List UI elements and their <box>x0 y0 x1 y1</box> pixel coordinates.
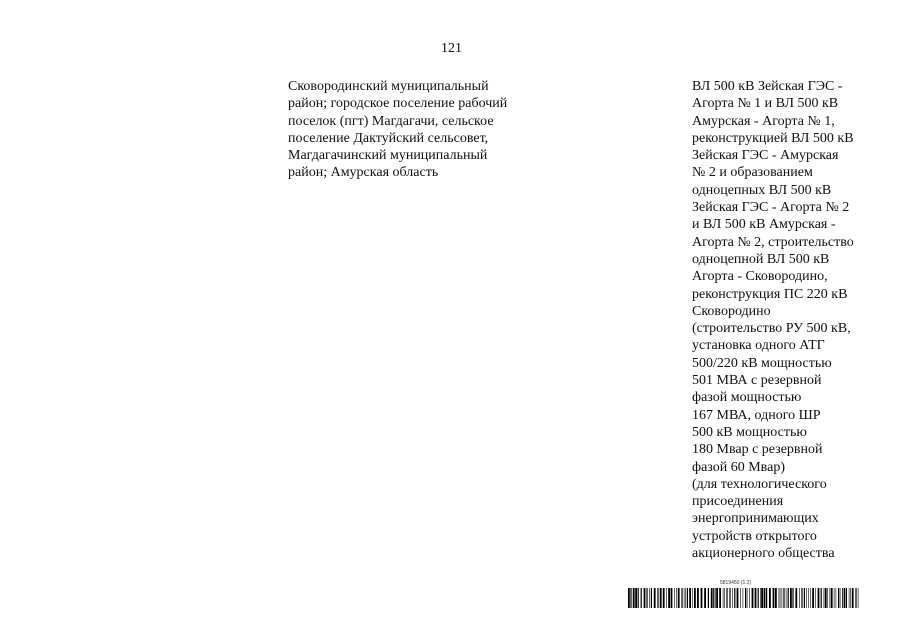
barcode-bar <box>684 588 685 608</box>
barcode-bar <box>628 588 630 608</box>
barcode-bar <box>646 588 647 608</box>
barcode-bar <box>830 588 831 608</box>
barcode-bar <box>660 588 662 608</box>
barcode-bar <box>842 588 843 608</box>
barcode-bar <box>788 588 789 608</box>
barcode-bar <box>795 588 797 608</box>
barcode-bar <box>810 588 811 608</box>
barcode-bar <box>840 588 841 608</box>
barcode-bar <box>804 588 805 608</box>
barcode-bar <box>831 588 833 608</box>
barcode-bar <box>723 588 724 608</box>
barcode-bar <box>844 588 845 608</box>
barcode-bar <box>792 588 793 608</box>
location-text: Сковородинский муниципальный район; городское поселение рабочий поселок (пгт) Магдагачи, сельское поселение Дактуйский сельсовет, Магдагачинский муниципальный район; Амурская область <box>288 79 508 181</box>
barcode-bar <box>701 588 703 608</box>
barcode-bar <box>834 588 835 608</box>
barcode-bar <box>641 588 642 608</box>
barcode-bar <box>678 588 680 608</box>
barcode-bar <box>724 588 725 608</box>
barcode-bar <box>749 588 750 608</box>
barcode-bar <box>651 588 652 608</box>
barcode-bar <box>663 588 665 608</box>
barcode-bar <box>755 588 757 608</box>
barcode-bar <box>858 588 859 608</box>
project-description-text: ВЛ 500 кВ Зейская ГЭС - Агорта № 1 и ВЛ 500 кВ Амурская - Агорта № 1, реконструкцией ВЛ 500 кВ Зейская ГЭС - Амурская № 2 и образованием одноцепных ВЛ 500 кВ Зейская ГЭС - Агорта № 2 и ВЛ 500 кВ Амурская - Агорта № 2, строительство одноцепной ВЛ 500 кВ Агорта - Сковородино, реконструкция ПС 220 кВ Сковородино (строительство РУ 500 кВ, установка одного АТГ 500/220 кВ мощностью 501 МВА с резервной фазой мощностью 167 МВА, одного ШР 500 кВ мощностью 180 Мвар с резервной фазой 60 Мвар) (для технологического присоединения энергопринимающих устройств открытого акционерного общества <box>692 79 854 562</box>
barcode-bar <box>740 588 741 608</box>
barcode-bar <box>671 588 673 608</box>
barcode-bar <box>760 588 761 608</box>
barcode-bar <box>685 588 686 608</box>
barcode-bar <box>775 588 777 608</box>
barcode-bar <box>812 588 814 608</box>
barcode-bar <box>681 588 682 608</box>
barcode-bar <box>666 588 667 608</box>
barcode-bar <box>806 588 807 608</box>
barcode-bar <box>808 588 809 608</box>
barcode-bar <box>815 588 816 608</box>
barcode-caption: 5819450 (1.2) <box>720 580 752 586</box>
barcode-bar <box>668 588 670 608</box>
barcode-bar <box>818 588 820 608</box>
barcode-bar <box>849 588 850 608</box>
barcode-bar <box>786 588 787 608</box>
barcode-bar <box>654 588 656 608</box>
barcode-bar <box>697 588 699 608</box>
barcode-bar <box>726 588 727 608</box>
barcode-bar <box>825 588 827 608</box>
barcode-bar <box>732 588 733 608</box>
barcode-bar <box>780 588 781 608</box>
barcode-bar <box>782 588 783 608</box>
barcode-bar <box>821 588 822 608</box>
barcode-bar <box>687 588 688 608</box>
barcode-bar <box>850 588 851 608</box>
barcode-bar <box>635 588 637 608</box>
barcode-bar <box>644 588 646 608</box>
barcode-bar <box>638 588 639 608</box>
barcode-bar <box>734 588 735 608</box>
barcode-bar <box>747 588 748 608</box>
barcode-bar <box>790 588 792 608</box>
barcode-bar <box>761 588 763 608</box>
barcode-bar <box>674 588 675 608</box>
barcode-bar <box>743 588 744 608</box>
barcode-bar <box>846 588 847 608</box>
barcode-bar <box>708 588 709 608</box>
barcode-bar <box>836 588 837 608</box>
barcode-bar <box>647 588 648 608</box>
barcode-bar <box>729 588 730 608</box>
barcode-bar <box>783 588 784 608</box>
barcode-bar <box>719 588 721 608</box>
barcode-bar <box>827 588 828 608</box>
barcode-bar <box>657 588 658 608</box>
barcode-bar <box>692 588 693 608</box>
barcode-bar <box>630 588 631 608</box>
barcode-bar <box>764 588 766 608</box>
barcode-bar <box>649 588 650 608</box>
barcode-bar <box>801 588 802 608</box>
barcode-bar <box>752 588 754 608</box>
barcode-bar <box>799 588 800 608</box>
barcode-bar <box>676 588 677 608</box>
barcode-bar <box>694 588 696 608</box>
barcode-bar <box>745 588 746 608</box>
barcode-bar <box>711 588 713 608</box>
barcode-bar <box>766 588 767 608</box>
barcode-bar <box>773 588 775 608</box>
barcode-bar <box>737 588 739 608</box>
barcode-bar <box>824 588 825 608</box>
barcode-bar <box>838 588 839 608</box>
barcode-icon <box>628 588 860 608</box>
barcode-bar <box>852 588 854 608</box>
barcode-bar <box>713 588 714 608</box>
barcode-bar <box>855 588 856 608</box>
barcode-bar <box>716 588 718 608</box>
barcode-bar <box>704 588 706 608</box>
barcode-bar <box>689 588 691 608</box>
barcode-bar <box>715 588 716 608</box>
barcode-bar <box>779 588 780 608</box>
barcode-bar <box>633 588 635 608</box>
page-number: 121 <box>441 41 462 56</box>
barcode-bar <box>758 588 759 608</box>
barcode-bar <box>769 588 771 608</box>
